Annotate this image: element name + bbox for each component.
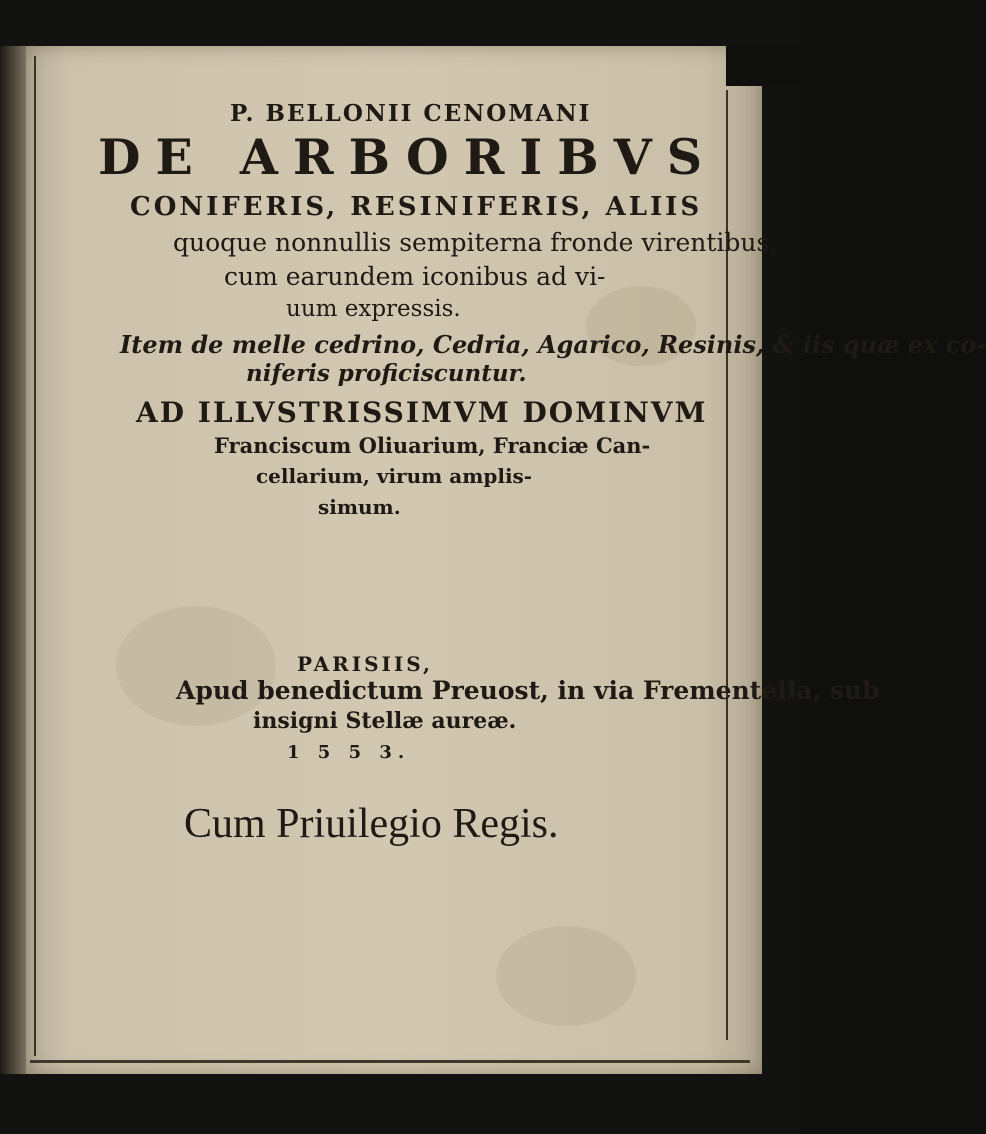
running-head: P. BELLONII CENOMANI — [230, 100, 592, 127]
imprint-sign: insigni Stellæ aureæ. — [253, 708, 517, 734]
item-line-1: Item de melle cedrino, Cedria, Agarico, Resinis, & iis quæ ex co- — [120, 330, 986, 359]
imprint-printer: Apud benedictum Preuost, in via Frementella, sub — [176, 676, 880, 705]
privilege-line: Cum Priuilegio Regis. — [184, 801, 559, 847]
paper-stain — [116, 606, 276, 726]
item-line-2: niferis proficiscuntur. — [246, 360, 527, 387]
subtitle-line-2: quoque nonnullis sempiterna fronde virentibus, — [173, 228, 778, 257]
imprint-place: PARISIIS, — [297, 652, 433, 676]
page-edge-left — [34, 56, 36, 1056]
dedication-line-3: cellarium, virum amplis- — [256, 464, 533, 488]
dedication-line-1: AD ILLVSTRISSIMVM DOMINVM — [136, 396, 708, 429]
page-edge-bottom — [30, 1060, 750, 1063]
book-title: DE ARBORIBVS — [98, 128, 718, 186]
paper-stain — [496, 926, 636, 1026]
subtitle-line-1: CONIFERIS, RESINIFERIS, ALIIS — [130, 192, 703, 222]
subtitle-line-3: cum earundem iconibus ad vi- — [224, 262, 606, 291]
subtitle-line-4: uum expressis. — [286, 296, 461, 322]
imprint-year: 1 5 5 3. — [287, 742, 411, 763]
dedication-line-2: Franciscum Oliuarium, Franciæ Can- — [214, 433, 651, 458]
dedication-line-4: simum. — [318, 495, 401, 519]
torn-corner — [726, 46, 800, 86]
